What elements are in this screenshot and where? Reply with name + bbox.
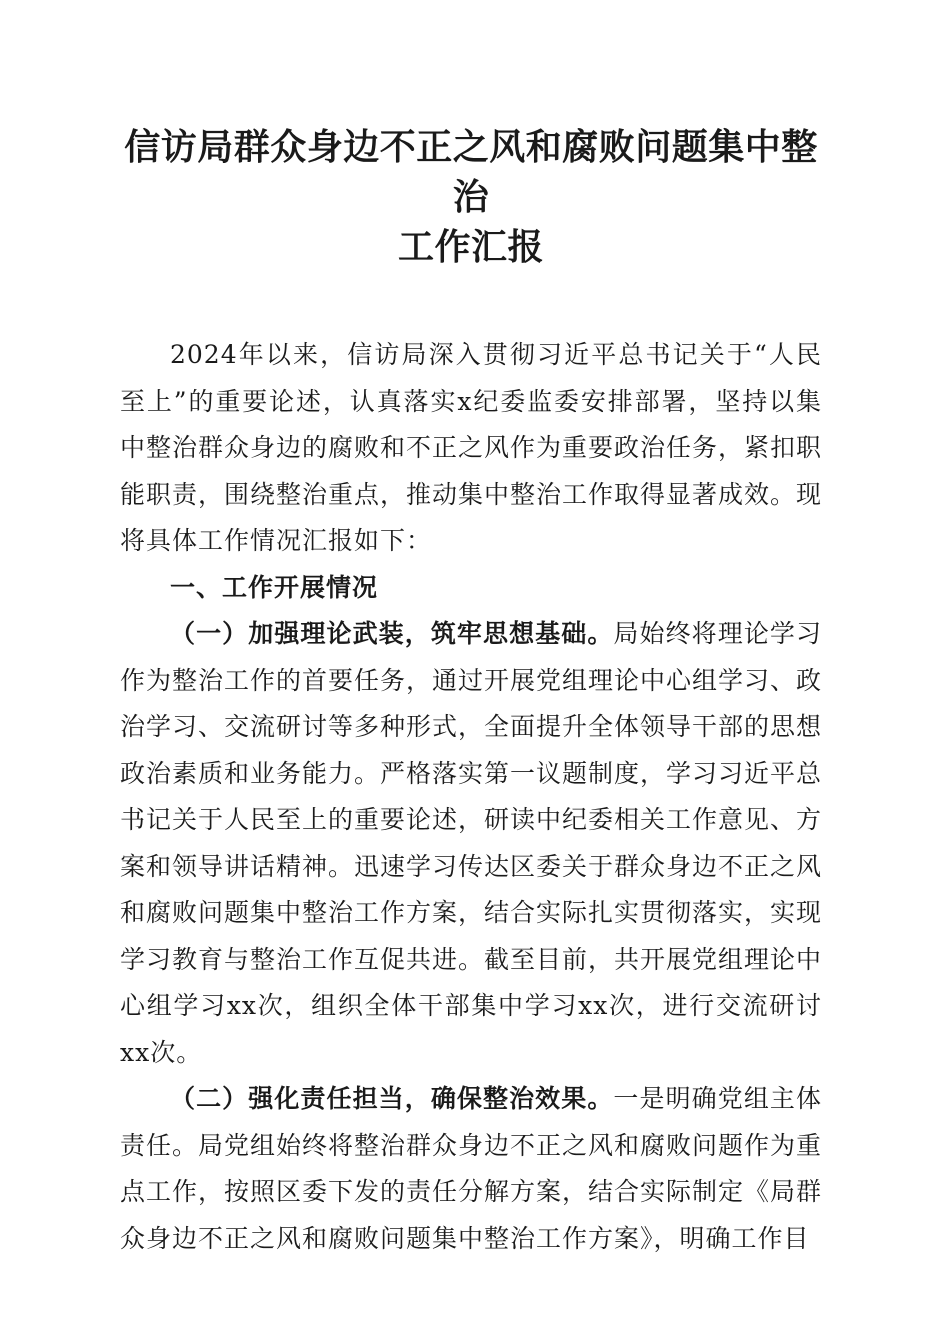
section-heading: 一、工作开展情况	[170, 572, 379, 602]
title-line-2: 工作汇报	[397, 226, 544, 268]
intro-paragraph: 2024年以来，信访局深入贯彻习近平总书记关于“人民至上”的重要论述，认真落实x纪委监委安排部署，坚持以集中整治群众身边的腐败和不正之风作为重要政治任务，紧扣职能职责，围绕整治重点，推动集中整治工作取得显著成效。现将具体工作情况汇报如下：	[120, 340, 823, 555]
item-2-paragraph	[120, 1076, 822, 1262]
item-2-body: 一是明确党组主体责任。局党组始终将整治群众身边不正之风和腐败问题作为重点工作，按照区委下发的责任分解方案，结合实际制定《局群众身边不正之风和腐败问题集中整治工作方案》，明确工作目	[120, 1084, 823, 1253]
item-2-lead: （二）强化责任担当，确保整治效果。	[170, 1084, 614, 1113]
item-1-paragraph	[120, 611, 822, 1076]
item-1-lead: （一）加强理论武装，筑牢思想基础。	[170, 619, 614, 648]
title-line-1: 信访局群众身边不正之风和腐败问题集中整治	[124, 126, 818, 218]
document-title	[120, 122, 822, 272]
item-1-body: 局始终将理论学习作为整治工作的首要任务，通过开展党组理论中心组学习、政治学习、交流研讨等多种形式，全面提升全体领导干部的思想政治素质和业务能力。严格落实第一议题制度，学习习近平总书记关于人民至上的重要论述，研读中纪委相关工作意见、方案和领导讲话精神。迅速学习传达区委关于群众身边不正之风和腐败问题集中整治工作方案，结合实际扎实贯彻落实，实现学习教育与整治工作互促共进。截至目前，共开展党组理论中心组学习xx次，组织全体干部集中学习xx次，进行交流研讨xx次。	[120, 619, 823, 1067]
